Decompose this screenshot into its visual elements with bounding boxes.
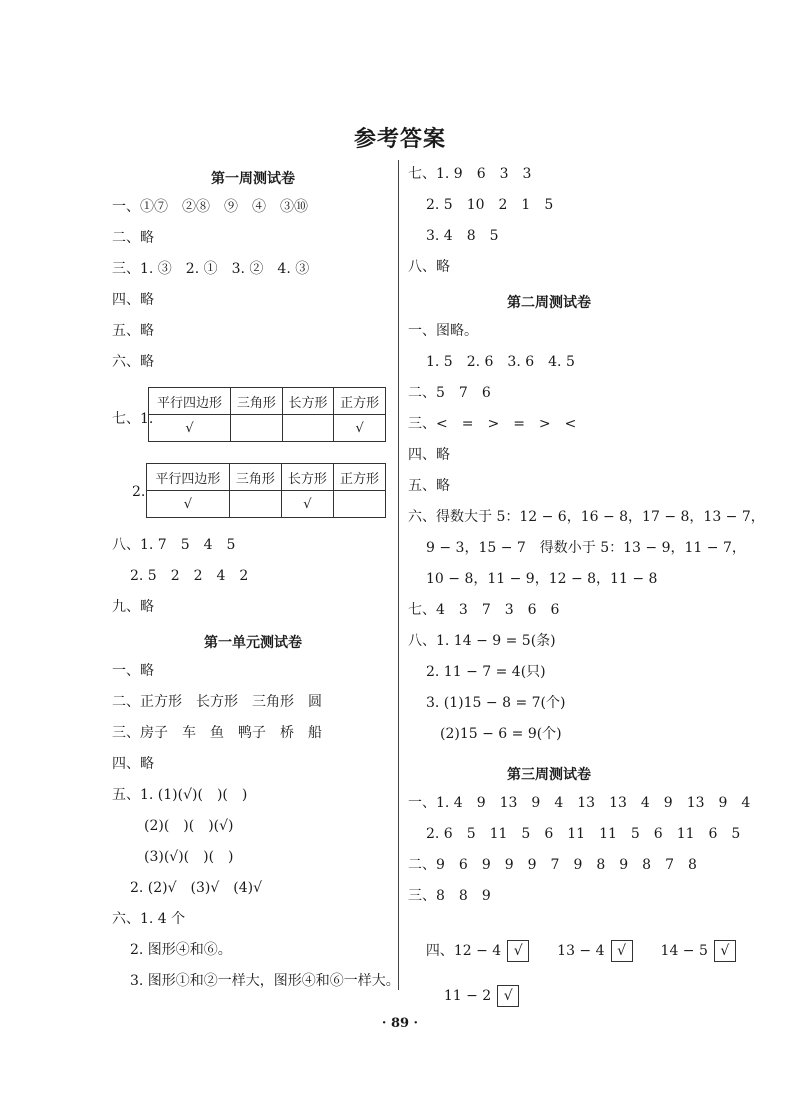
- expression: 13 − 4: [557, 943, 605, 959]
- answer-line: 四、略: [112, 292, 154, 308]
- answer-line: 2. 11 − 7 = 4(只): [426, 664, 546, 680]
- expression: 12 − 4: [453, 943, 502, 959]
- answer-line: (2)( )( )(√): [144, 818, 234, 834]
- table-header: 三角形: [229, 464, 281, 491]
- answer-line: 七、4 3 7 3 6 6: [408, 602, 560, 618]
- table-header: 三角形: [231, 388, 283, 415]
- check-box: √: [714, 940, 736, 962]
- answer-line: 三、< = > = > <: [408, 416, 577, 432]
- answer-line: 一、图略。: [408, 323, 478, 339]
- answer-line: 三、房子 车 鱼 鸭子 桥 船: [112, 725, 322, 741]
- section-title-unit1: 第一单元测试卷: [204, 635, 302, 651]
- answer-line: 六、得数大于 5：12 − 6，16 − 8，17 − 8，13 − 7，: [408, 509, 765, 525]
- answer-line: 一、①⑦ ②⑧ ⑨ ④ ③⑩: [112, 199, 308, 215]
- table-header: 正方形: [334, 388, 386, 415]
- section-title-week3: 第三周测试卷: [507, 767, 591, 783]
- table-header: 长方形: [282, 388, 334, 415]
- answer-line: 八、1. 7 5 4 5: [112, 537, 236, 553]
- section-title-week2: 第二周测试卷: [507, 295, 591, 311]
- shape-table-1: [148, 387, 386, 442]
- answer-line-boxes: [426, 969, 519, 1023]
- answer-line: 五、略: [408, 478, 450, 494]
- answer-line: 八、略: [408, 259, 450, 275]
- answer-line: 五、1. (1)(√)( )( ): [112, 787, 248, 803]
- table-cell: √: [147, 491, 230, 518]
- table-header: 平行四边形: [149, 388, 231, 415]
- table-header: 平行四边形: [147, 464, 230, 491]
- table-cell: √: [281, 491, 333, 518]
- table-cell: [229, 491, 281, 518]
- answer-line: 10 − 8，11 − 9，12 − 8，11 − 8: [426, 571, 658, 587]
- answer-line: 2. 5 2 2 4 2: [130, 568, 249, 584]
- table-header: 长方形: [281, 464, 333, 491]
- answer-line: 六、1. 4 个: [112, 911, 186, 927]
- check-box: √: [611, 940, 633, 962]
- expression: 11 − 2: [443, 988, 492, 1004]
- answer-line: 1. 5 2. 6 3. 6 4. 5: [426, 354, 575, 370]
- answer-line: 六、略: [112, 354, 154, 370]
- table-cell: √: [334, 415, 386, 442]
- table-header: 正方形: [333, 464, 385, 491]
- check-box: √: [497, 985, 519, 1007]
- answer-line: (2)15 − 6 = 9(个): [440, 726, 562, 742]
- answer-line: 3. 4 8 5: [426, 228, 499, 244]
- table-cell: [333, 491, 385, 518]
- answer-line: 四、略: [408, 447, 450, 463]
- answer-line: 3. (1)15 − 8 = 7(个): [426, 695, 566, 711]
- answer-line: 2. 5 10 2 1 5: [426, 197, 554, 213]
- page-number: · 89 ·: [381, 1016, 419, 1031]
- column-divider: [398, 160, 399, 990]
- answer-line: 八、1. 14 − 9 = 5(条): [408, 633, 556, 649]
- answer-line: 二、正方形 长方形 三角形 圆: [112, 694, 322, 710]
- answer-label: 七、1.: [112, 411, 154, 427]
- answer-line: 九、略: [112, 599, 154, 615]
- answer-line: 2. 图形④和⑥。: [130, 942, 232, 958]
- section-title-week1: 第一周测试卷: [211, 171, 295, 187]
- answer-line: 四、略: [112, 756, 154, 772]
- answer-line: 3. 图形①和②一样大，图形④和⑥一样大。: [130, 973, 400, 989]
- table-cell: [231, 415, 283, 442]
- shape-table-2: [146, 463, 386, 518]
- answer-line: 二、5 7 6: [408, 385, 491, 401]
- check-box: √: [507, 940, 529, 962]
- answer-line: 2. 6 5 11 5 6 11 11 5 6 11 6 5: [426, 826, 741, 842]
- answer-line: 一、1. 4 9 13 9 4 13 13 4 9 13 9 4: [408, 795, 751, 811]
- answer-line: 三、8 8 9: [408, 888, 491, 904]
- table-cell: [282, 415, 334, 442]
- table-cell: √: [149, 415, 231, 442]
- answer-line: 9 − 3，15 − 7 得数小于 5：13 − 9，11 − 7，: [426, 540, 746, 556]
- answer-line: 二、9 6 9 9 9 7 9 8 9 8 7 8: [408, 857, 697, 873]
- answer-line: 一、略: [112, 663, 154, 679]
- answer-line: 二、略: [112, 230, 154, 246]
- answer-line: 五、略: [112, 323, 154, 339]
- answer-line: (3)(√)( )( ): [144, 849, 234, 865]
- answer-label: 四、: [425, 943, 454, 959]
- expression: 14 − 5: [660, 943, 708, 959]
- answer-label: 2.: [132, 484, 146, 500]
- page-title: 参考答案: [353, 126, 446, 152]
- answer-line: 七、1. 9 6 3 3: [408, 166, 532, 182]
- answer-line: 三、1. ③ 2. ① 3. ② 4. ③: [112, 261, 310, 277]
- answer-line: 2. (2)√ (3)√ (4)√: [130, 880, 263, 896]
